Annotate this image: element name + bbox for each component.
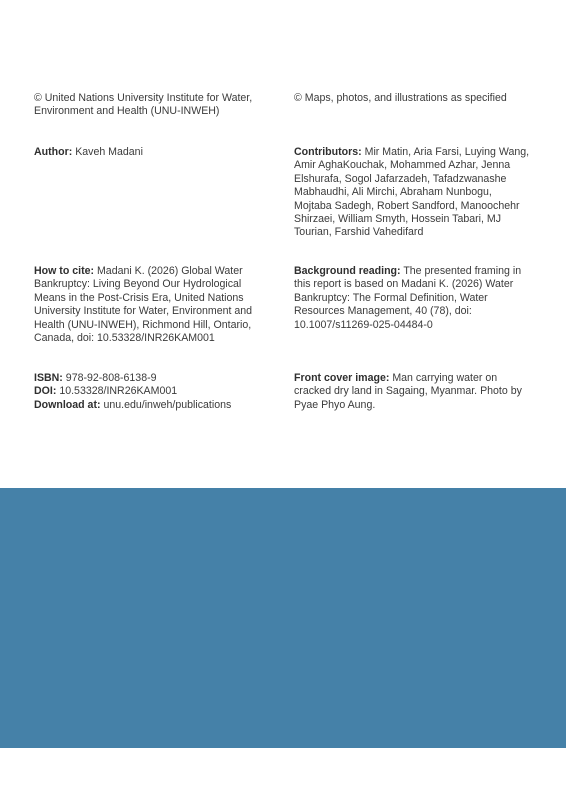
contributors-label: Contributors: <box>294 146 362 158</box>
isbn-label: ISBN: <box>34 372 63 384</box>
front-cover-block <box>294 372 532 412</box>
background-reading-block <box>294 265 532 332</box>
how-to-cite-label: How to cite: <box>34 265 95 277</box>
background-reading-value: The presented framing in this report is based on Madani K. (2026) Water Bankruptcy: The Formal Definition, Water Resources Management, 40 (78), doi: 10.1007/s11269-025-04484-0 <box>294 265 522 331</box>
front-cover-text <box>294 372 532 412</box>
contributors-value: Mir Matin, Aria Farsi, Luying Wang, Amir AghaKouchak, Mohammed Azhar, Jenna Elshurafa, Sogol Jafarzadeh, Tafadzwanashe Mabhaudhi, Ali Mirchi, Abraham Nunbogu, Mojtaba Sadegh, Robert Sandford, Manoochehr Shirzaei, William Smyth, Hossein Tabari, MJ Tourian, Farshid Vahedifard <box>294 146 530 239</box>
how-to-cite-block <box>34 265 272 345</box>
identifiers-block <box>34 372 272 412</box>
background-reading-text <box>294 265 532 332</box>
author-line <box>34 146 272 159</box>
contributors-text <box>294 146 532 240</box>
copyright-institution-text: © United Nations University Institute for Water, Environment and Health (UNU-INWEH) <box>34 92 253 118</box>
copyright-institution <box>34 92 272 119</box>
copyright-media-text: © Maps, photos, and illustrations as specified <box>294 92 507 104</box>
author-block <box>34 146 272 159</box>
download-label: Download at: <box>34 398 101 411</box>
doi-line <box>34 385 272 398</box>
isbn-value: 978-92-808-6138-9 <box>65 372 157 384</box>
background-reading-label: Background reading: <box>294 265 401 277</box>
doi-label: DOI: <box>34 385 57 398</box>
how-to-cite-value: Madani K. (2026) Global Water Bankruptcy: Living Beyond Our Hydrological Means in the Post-Crisis Era, United Nations University Institute for Water, Environment and Health (UNU-INWEH), Richmond Hill, Ontario, Canada, doi: 10.53328/INR26KAM001 <box>34 265 253 345</box>
isbn-line <box>34 372 272 385</box>
doi-value: 10.53328/INR26KAM001 <box>59 385 178 398</box>
front-cover-label: Front cover image: <box>294 372 390 384</box>
front-cover-value: Man carrying water on cracked dry land in Sagaing, Myanmar. Photo by Pyae Phyo Aung. <box>294 372 522 411</box>
author-value: Kaveh Madani <box>75 146 143 158</box>
author-label: Author: <box>34 146 73 158</box>
how-to-cite-text <box>34 265 272 345</box>
decorative-blue-band <box>0 488 566 748</box>
contributors-block <box>294 146 532 240</box>
download-line <box>34 399 272 412</box>
copyright-media <box>294 92 532 105</box>
download-link[interactable]: unu.edu/inweh/publications <box>103 398 232 411</box>
